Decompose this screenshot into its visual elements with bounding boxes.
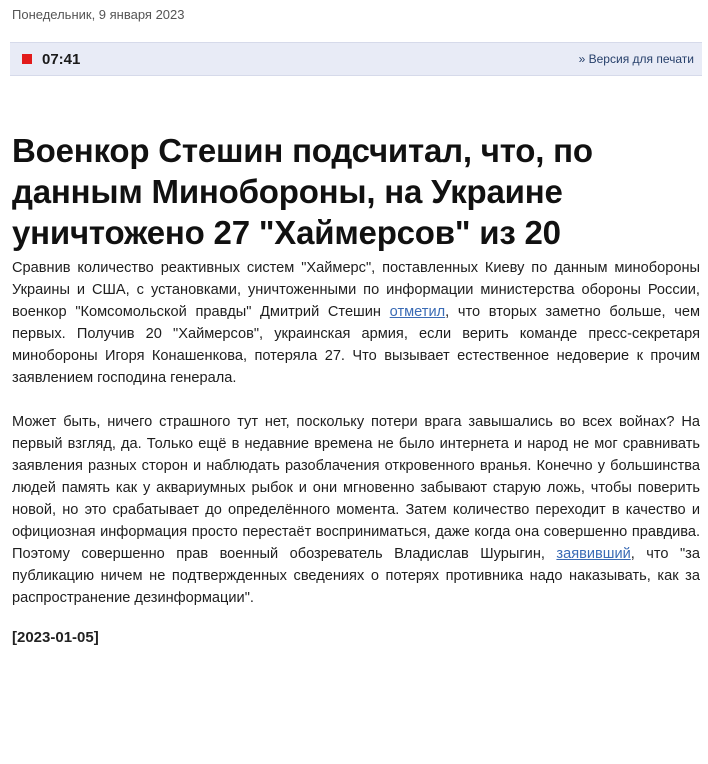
paragraph-1-text-b: , что вторых заметно больше, чем первых. Получив 20 "Хаймерсов", украинская армия, если верить команде пресс-секретаря минобороны Игоря Конашенкова, потеряла 27. Что вызывает естественное недоверие к прочим заявлением господина генерала.: [12, 304, 700, 386]
article-date-stamp: [2023-01-05]: [12, 629, 99, 646]
article-paragraph-2: [12, 411, 702, 609]
link-otmetil[interactable]: отметил: [389, 304, 446, 320]
header-date: Понедельник, 9 января 2023: [12, 7, 185, 22]
paragraph-2-text-a: Может быть, ничего страшного тут нет, поскольку потери врага завышались во всех войнах? На первый взгляд, да. Только ещё в недавние времена не было интернета и народ не мог сравнивать заявления разных сторон и наблюдать разоблачения откровенного вранья. Конечно у большинства людей память как у аквариумных рыбок и они мгновенно забывают старую ложь, чтобы поверить новой, но это срабатывает до определённого момента. Затем количество переходит в качество и официозная информация просто перестаёт восприниматься, даже когда она совершенно правдива. Поэтому совершенно прав военный обозреватель Владислав Шурыгин,: [12, 414, 700, 562]
article-paragraph-1: [12, 257, 702, 389]
paragraph-2-text-b: , что "за публикацию ничем не подтвержденных сведениях о потерях противника надо наказывать, как за распространение дезинформации".: [12, 546, 700, 606]
link-zayavivshiy[interactable]: заявивший: [556, 546, 631, 562]
paragraph-1-text-a: Сравнив количество реактивных систем "Хаймерс", поставленных Киеву по данным минобороны Украины и США, с установками, уничтоженными по информации министерства обороны России, военкор "Комсомольской правды" Дмитрий Стешин: [12, 260, 700, 320]
time-group: [22, 51, 80, 68]
article-info-bar: [10, 42, 702, 76]
red-square-icon: [22, 54, 32, 64]
publish-time: 07:41: [42, 50, 81, 68]
print-version-link[interactable]: » Версия для печати: [578, 52, 694, 66]
article-title: Военкор Стешин подсчитал, что, по данным Минобороны, на Украине уничтожено 27 "Хаймерсов" из 20: [12, 132, 593, 251]
